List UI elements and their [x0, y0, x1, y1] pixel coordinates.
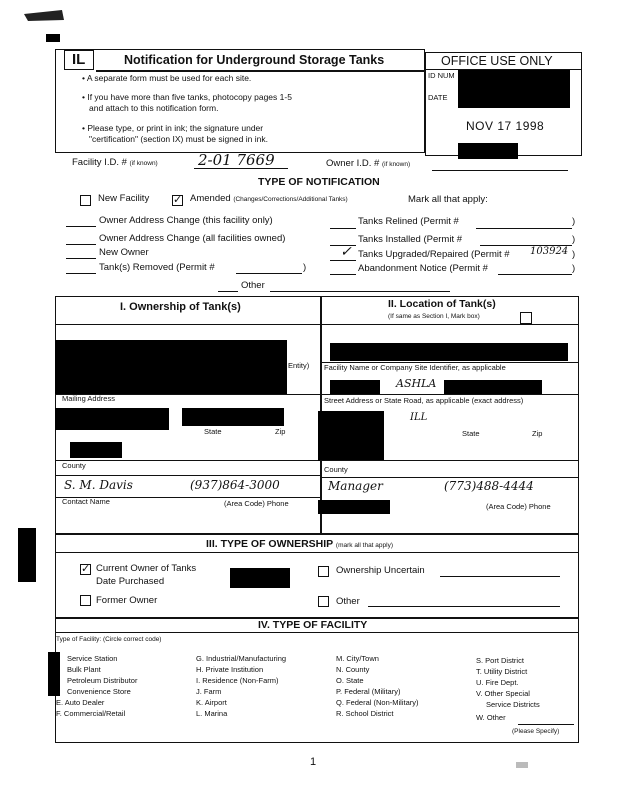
facility-type-r[interactable]: R. School District — [336, 709, 394, 718]
tanks-upgraded-check-mark: ✓ — [340, 244, 352, 260]
facility-type-i[interactable]: I. Residence (Non-Farm) — [196, 676, 279, 685]
facility-type-redaction — [48, 652, 60, 696]
id-num-label: ID NUM — [428, 71, 455, 80]
new-owner: New Owner — [99, 247, 149, 258]
facility-type-p[interactable]: P. Federal (Military) — [336, 687, 401, 696]
section3-heading-rule — [55, 552, 579, 553]
location-contact-redaction — [318, 500, 390, 514]
tanks-installed-close-paren: ) — [572, 234, 576, 245]
facility-name-label: Facility Name or Company Site Identifier, as applicable — [324, 363, 506, 372]
redaction-margin-left — [18, 528, 36, 582]
owner-name-redaction — [55, 340, 287, 394]
owner-id-field[interactable] — [432, 170, 568, 171]
section2-heading: II. Location of Tank(s) — [388, 298, 496, 310]
location-phone-label: (Area Code) Phone — [486, 502, 551, 511]
facility-type-w-field[interactable] — [518, 724, 574, 725]
owner-city-rule — [55, 460, 320, 461]
location-county-label: County — [324, 465, 348, 474]
date-stamp: NOV 17 1998 — [466, 119, 545, 133]
section4-heading: IV. TYPE OF FACILITY — [258, 619, 368, 631]
location-zip-label: Zip — [532, 429, 543, 438]
facility-type-s[interactable]: S. Port District — [476, 656, 524, 665]
street-address-redaction — [318, 411, 384, 461]
tanks-relined: Tanks Relined (Permit # — [358, 216, 459, 227]
facility-name-redaction-right — [444, 380, 542, 394]
section-heading-rule — [55, 324, 579, 325]
ownership-uncertain-checkbox[interactable] — [318, 566, 329, 577]
owner-contact-value: S. M. Davis — [64, 478, 133, 492]
ownership-other-checkbox[interactable] — [318, 596, 329, 607]
facility-type-l[interactable]: L. Marina — [196, 709, 228, 718]
section1-heading: I. Ownership of Tank(s) — [120, 301, 241, 313]
former-owner-checkbox[interactable] — [80, 595, 91, 606]
current-owner-label: Current Owner of Tanks — [96, 563, 197, 574]
office-redaction-lower — [458, 143, 518, 159]
facility-type-h[interactable]: H. Private Institution — [196, 665, 264, 674]
owner-address-all-blank[interactable] — [66, 244, 96, 245]
tanks-upgraded: Tanks Upgraded/Repaired (Permit # — [358, 249, 510, 260]
street-address-label: Street Address or State Road, as applicable (exact address) — [324, 396, 524, 405]
facility-type-v-cont: Service Districts — [486, 700, 540, 709]
instruction-line-4: • Please type, or print in ink; the signature under — [82, 123, 264, 133]
location-county-rule — [320, 477, 579, 478]
tanks-upgraded-close-paren: ) — [572, 249, 576, 260]
mark-all-label: Mark all that apply: — [408, 194, 488, 205]
facility-type-u[interactable]: U. Fire Dept. — [476, 678, 519, 687]
owner-address-this-blank[interactable] — [66, 226, 96, 227]
owner-address-this-facility: Owner Address Change (this facility only) — [99, 215, 273, 226]
current-owner-checkbox[interactable] — [80, 564, 91, 575]
other-notification-field[interactable] — [270, 291, 450, 292]
page-number: 1 — [310, 756, 317, 768]
mailing-address-redaction-right — [182, 408, 284, 426]
tanks-removed-close-paren: ) — [303, 262, 307, 273]
facility-type-w[interactable]: W. Other — [476, 713, 506, 722]
form-title: Notification for Underground Storage Tanks — [124, 53, 385, 67]
owner-city-redaction — [70, 442, 122, 458]
amended-label: Amended (Changes/Corrections/Additional Tanks) — [190, 193, 348, 204]
same-as-section1-checkbox[interactable] — [520, 312, 532, 324]
facility-type-m[interactable]: M. City/Town — [336, 654, 379, 663]
date-purchased-redaction — [230, 568, 290, 588]
location-contact-value: Manager — [328, 479, 383, 493]
mailing-address-label: Mailing Address — [62, 394, 115, 403]
facility-type-v[interactable]: V. Other Special — [476, 689, 530, 698]
new-facility-checkbox[interactable] — [80, 195, 91, 206]
scan-artifact-footer — [516, 762, 528, 768]
former-owner-label: Former Owner — [96, 595, 158, 606]
ownership-other-label: Other — [336, 596, 360, 607]
owner-address-all-facilities: Owner Address Change (all facilities owned) — [99, 233, 286, 244]
section3-heading: III. TYPE OF OWNERSHIP (mark all that apply) — [206, 538, 393, 550]
new-owner-blank[interactable] — [66, 258, 96, 259]
facility-type-o[interactable]: O. State — [336, 676, 364, 685]
facility-type-k[interactable]: K. Airport — [196, 698, 227, 707]
instruction-line-1: • A separate form must be used for each site. — [82, 73, 252, 83]
facility-type-d[interactable]: Convenience Store — [67, 687, 131, 696]
section4-heading-rule — [55, 632, 579, 633]
facility-name-partial: ASHLA — [396, 377, 437, 390]
owner-entity-suffix: Entity) — [288, 361, 310, 370]
facility-type-f[interactable]: F. Commercial/Retail — [56, 709, 126, 718]
facility-name-redaction-left — [330, 380, 380, 394]
office-use-title: OFFICE USE ONLY — [441, 54, 553, 68]
please-specify-label: (Please Specify) — [512, 728, 560, 735]
location-city-rule — [320, 460, 579, 461]
facility-type-q[interactable]: Q. Federal (Non-Military) — [336, 698, 419, 707]
facility-name-rule — [320, 394, 579, 395]
date-purchased-label: Date Purchased — [96, 576, 165, 587]
facility-id-label: Facility I.D. # (if known) — [72, 157, 158, 168]
ownership-other-field[interactable] — [368, 606, 560, 607]
facility-type-n[interactable]: N. County — [336, 665, 370, 674]
id-num-redaction — [458, 70, 570, 108]
owner-county-label: County — [62, 461, 86, 470]
abandonment-blank[interactable] — [330, 274, 356, 275]
title-underline — [96, 70, 425, 72]
facility-type-j[interactable]: J. Farm — [196, 687, 222, 696]
mailing-address-redaction-left — [55, 408, 169, 430]
tanks-removed-permit-field[interactable] — [236, 273, 302, 274]
location-name-redaction — [330, 343, 568, 361]
abandonment-close-paren: ) — [572, 263, 576, 274]
instruction-line-3: and attach to this notification form. — [89, 103, 219, 113]
facility-type-c[interactable]: Petroleum Distributor — [67, 676, 138, 685]
instruction-line-5: "certification" (section IX) must be signed in ink. — [89, 134, 268, 144]
abandonment-notice: Abandonment Notice (Permit # — [358, 263, 488, 274]
date-label: DATE — [428, 93, 448, 102]
new-facility-label: New Facility — [98, 193, 150, 204]
facility-type-b[interactable]: Bulk Plant — [67, 665, 101, 674]
location-city-partial: ILL — [410, 412, 428, 423]
tanks-removed: Tank(s) Removed (Permit # — [99, 262, 215, 273]
facility-type-t[interactable]: T. Utility District — [476, 667, 528, 676]
owner-phone-label: (Area Code) Phone — [224, 499, 289, 508]
facility-type-a[interactable]: Service Station — [67, 654, 118, 663]
notification-heading: TYPE OF NOTIFICATION — [258, 176, 380, 188]
instruction-line-2: • If you have more than five tanks, photocopy pages 1-5 — [82, 92, 292, 102]
tanks-upgraded-blank[interactable] — [330, 260, 356, 261]
redaction-top-left — [46, 34, 60, 42]
other-notification-label: Other — [241, 280, 265, 291]
other-notification-blank[interactable] — [218, 291, 238, 292]
tanks-relined-close-paren: ) — [572, 216, 576, 227]
facility-type-label: Type of Facility: (Circle correct code) — [56, 636, 162, 643]
ownership-uncertain-label: Ownership Uncertain — [336, 565, 425, 576]
tanks-relined-blank[interactable] — [330, 228, 356, 229]
owner-contact-label: Contact Name — [62, 497, 110, 506]
owner-id-label: Owner I.D. # (if known) — [326, 158, 411, 169]
tanks-installed: Tanks Installed (Permit # — [358, 234, 463, 245]
owner-state-label: State — [204, 427, 222, 436]
abandonment-permit-field[interactable] — [498, 274, 572, 275]
owner-phone-value: (937)864-3000 — [190, 478, 280, 492]
facility-type-g[interactable]: G. Industrial/Manufacturing — [196, 654, 287, 663]
location-phone-value: (773)488-4444 — [444, 479, 534, 493]
ownership-uncertain-field[interactable] — [440, 576, 560, 577]
tanks-relined-permit-field[interactable] — [476, 228, 572, 229]
location-state-label: State — [462, 429, 480, 438]
owner-zip-label: Zip — [275, 427, 286, 436]
tanks-upgraded-permit-value: 103924 — [530, 246, 569, 257]
state-code: IL — [72, 51, 86, 68]
section2-subheading: (If same as Section I, Mark box) — [388, 313, 480, 320]
tanks-removed-blank[interactable] — [66, 273, 96, 274]
amended-checkbox[interactable] — [172, 195, 183, 206]
facility-type-e[interactable]: E. Auto Dealer — [56, 698, 105, 707]
owner-county-rule — [55, 475, 320, 476]
facility-id-value: 2-01 7669 — [198, 151, 275, 169]
scan-artifact-mark — [24, 8, 64, 22]
